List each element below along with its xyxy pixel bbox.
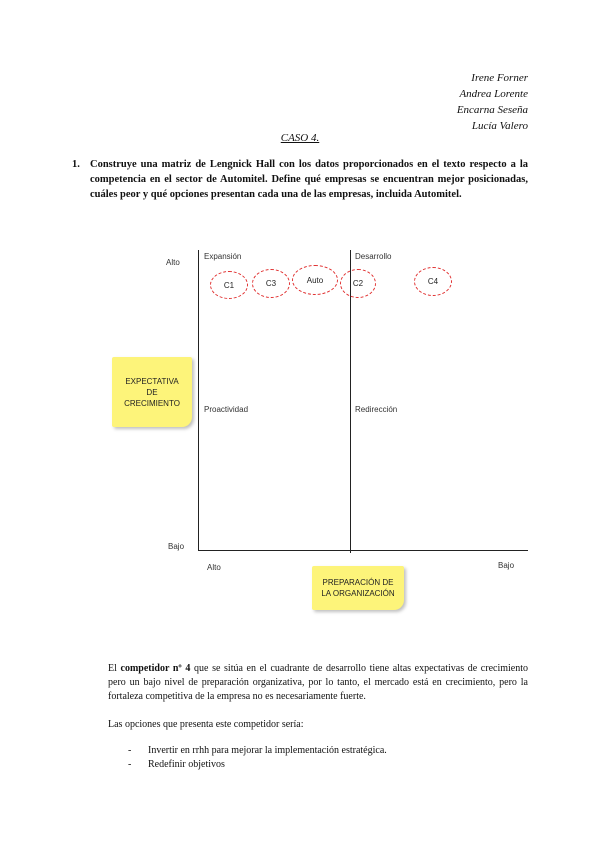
note-line: EXPECTATIVA — [125, 376, 179, 386]
note-line: CRECIMIENTO — [124, 398, 180, 408]
question-text: Construye una matriz de Lengnick Hall con los datos proporcionados en el texto respecto a la competencia en el sector de Automitel. Define qué empresas se encuentran mejor posicionadas, cuáles peor y qué opciones presentan cada una de las empresas, incluida Automitel. — [90, 159, 528, 200]
quadrant-expansion-label: Expansión — [204, 252, 242, 261]
y-low-label: Bajo — [168, 542, 185, 551]
x-high-label: Alto — [207, 563, 221, 572]
company-marker-c2: C2 — [340, 269, 376, 298]
list-item: - Redefinir objetivos — [128, 758, 387, 772]
note-line: LA ORGANIZACIÓN — [321, 589, 395, 598]
company-marker-c1: C1 — [210, 271, 248, 299]
x-axis-line — [198, 550, 528, 551]
company-marker-c4: C4 — [414, 267, 452, 296]
question-number: 1. — [72, 159, 80, 170]
list-item: - Invertir en rrhh para mejorar la implementación estratégica. — [128, 744, 387, 758]
case-title: CASO 4. — [280, 132, 320, 144]
company-marker-c3: C3 — [252, 269, 290, 298]
options-list — [128, 744, 387, 772]
paragraph-bold: competidor nº 4 — [120, 663, 191, 674]
note-line: PREPARACIÓN DE — [322, 578, 394, 587]
company-marker-automitel: Auto — [292, 265, 338, 295]
x-low-label: Bajo — [498, 561, 515, 570]
paragraph-prefix: El — [108, 663, 121, 674]
paragraph-options-intro: Las opciones que presenta este competidor sería: — [108, 719, 304, 730]
y-axis-line — [198, 250, 199, 550]
quadrant-redirection-label: Redirección — [355, 405, 398, 414]
author-name: Encarna Seseña — [456, 104, 528, 116]
x-axis-sticky-note — [312, 566, 404, 610]
y-axis-sticky-note — [112, 357, 192, 427]
note-line: DE — [146, 387, 158, 397]
author-name: Andrea Lorente — [459, 88, 528, 100]
paragraph-rest: que se sitúa en el cuadrante de desarrollo tiene altas expectativas de crecimiento pero un bajo nivel de preparación organizativa, por lo tanto, el mercado está en crecimiento, pero la fortaleza competitiva de la empresa no es necesariamente fuerte. — [108, 663, 528, 702]
y-high-label: Alto — [166, 258, 180, 267]
author-name: Irene Forner — [471, 72, 528, 84]
quadrant-development-label: Desarrollo — [355, 252, 392, 261]
author-name: Lucía Valero — [471, 120, 528, 132]
quadrant-proactivity-label: Proactividad — [204, 405, 249, 414]
paragraph-competitor-4 — [108, 662, 528, 704]
